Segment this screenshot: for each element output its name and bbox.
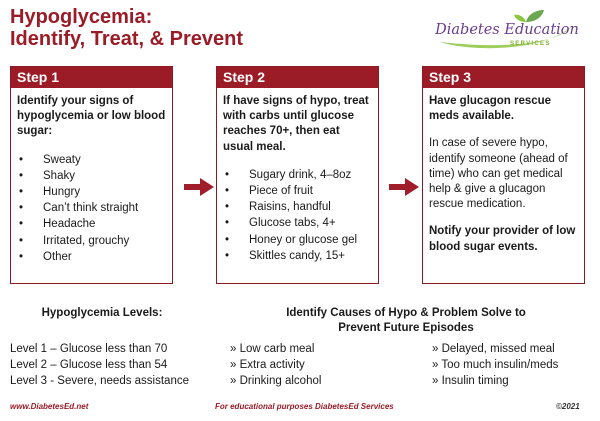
causes-title <box>246 306 566 336</box>
step-3-box <box>422 66 585 284</box>
step-3-paragraph: In case of severe hypo, identify someone (ahead of time) who can get medical help & give a glucagon rescue medication. <box>429 137 568 211</box>
step-2-header: Step 2 <box>217 67 378 88</box>
list-item: • Other <box>17 249 166 265</box>
step-3-note: Notify your provider of low blood sugar events. <box>429 225 576 253</box>
levels-list <box>10 341 189 389</box>
footer-purpose: For educational purposes DiabetesEd Services <box>215 402 394 411</box>
step-3-lead: Have glucagon rescue meds available. <box>429 95 552 123</box>
arrow-right-icon <box>389 178 419 196</box>
levels-title: Hypoglycemia Levels: <box>41 307 163 319</box>
list-item: • Shaky <box>17 168 166 184</box>
causes-title-line-2: Prevent Future Episodes <box>338 322 474 334</box>
step-3-header: Step 3 <box>423 67 584 88</box>
causes-list-left <box>230 341 321 389</box>
logo-subtitle: SERVICES <box>510 41 551 47</box>
list-item: » Drinking alcohol <box>230 375 322 387</box>
list-item: • Sugary drink, 4–8oz <box>223 167 372 183</box>
list-item: Level 2 – Glucose less than 54 <box>10 359 168 371</box>
step-1-box <box>10 66 173 284</box>
causes-title-line-1: Identify Causes of Hypo & Problem Solve to <box>286 307 526 319</box>
list-item: Level 1 – Glucose less than 70 <box>10 343 168 355</box>
step-1-lead: Identify your signs of hypoglycemia or low blood sugar: <box>17 95 166 138</box>
list-item: • Glucose tabs, 4+ <box>223 215 372 231</box>
title-line-1: Hypoglycemia: <box>10 6 153 28</box>
title-line-2: Identify, Treat, & Prevent <box>10 28 244 50</box>
step-2-box <box>216 66 379 284</box>
logo-name: Diabetes Education <box>435 22 579 38</box>
list-item: » Insulin timing <box>432 375 509 387</box>
list-item: • Can’t think straight <box>17 200 166 216</box>
list-item: • Piece of fruit <box>223 183 372 199</box>
footer-copyright: ©2021 <box>556 402 580 411</box>
list-item: » Delayed, missed meal <box>432 343 555 355</box>
step-2-lead: If have signs of hypo, treat with carbs until glucose reaches 70+, then eat usual meal. <box>223 95 369 153</box>
list-item: • Skittles candy, 15+ <box>223 248 372 264</box>
list-item: » Extra activity <box>230 359 305 371</box>
step-1-header: Step 1 <box>11 67 172 88</box>
list-item: » Too much insulin/meds <box>432 359 559 371</box>
page-title <box>10 6 243 50</box>
list-item: • Hungry <box>17 184 166 200</box>
list-item: » Low carb meal <box>230 343 315 355</box>
list-item: • Irritated, grouchy <box>17 233 166 249</box>
list-item: • Sweaty <box>17 152 166 168</box>
list-item: Level 3 - Severe, needs assistance <box>10 375 189 387</box>
footer-website[interactable]: www.DiabetesEd.net <box>10 402 89 411</box>
brand-logo <box>432 8 582 54</box>
arrow-right-icon <box>184 178 214 196</box>
treatment-list <box>223 167 372 264</box>
causes-list-right <box>432 341 558 389</box>
list-item: • Honey or glucose gel <box>223 232 372 248</box>
list-item: • Headache <box>17 216 166 232</box>
symptom-list <box>17 152 166 265</box>
list-item: • Raisins, handful <box>223 199 372 215</box>
